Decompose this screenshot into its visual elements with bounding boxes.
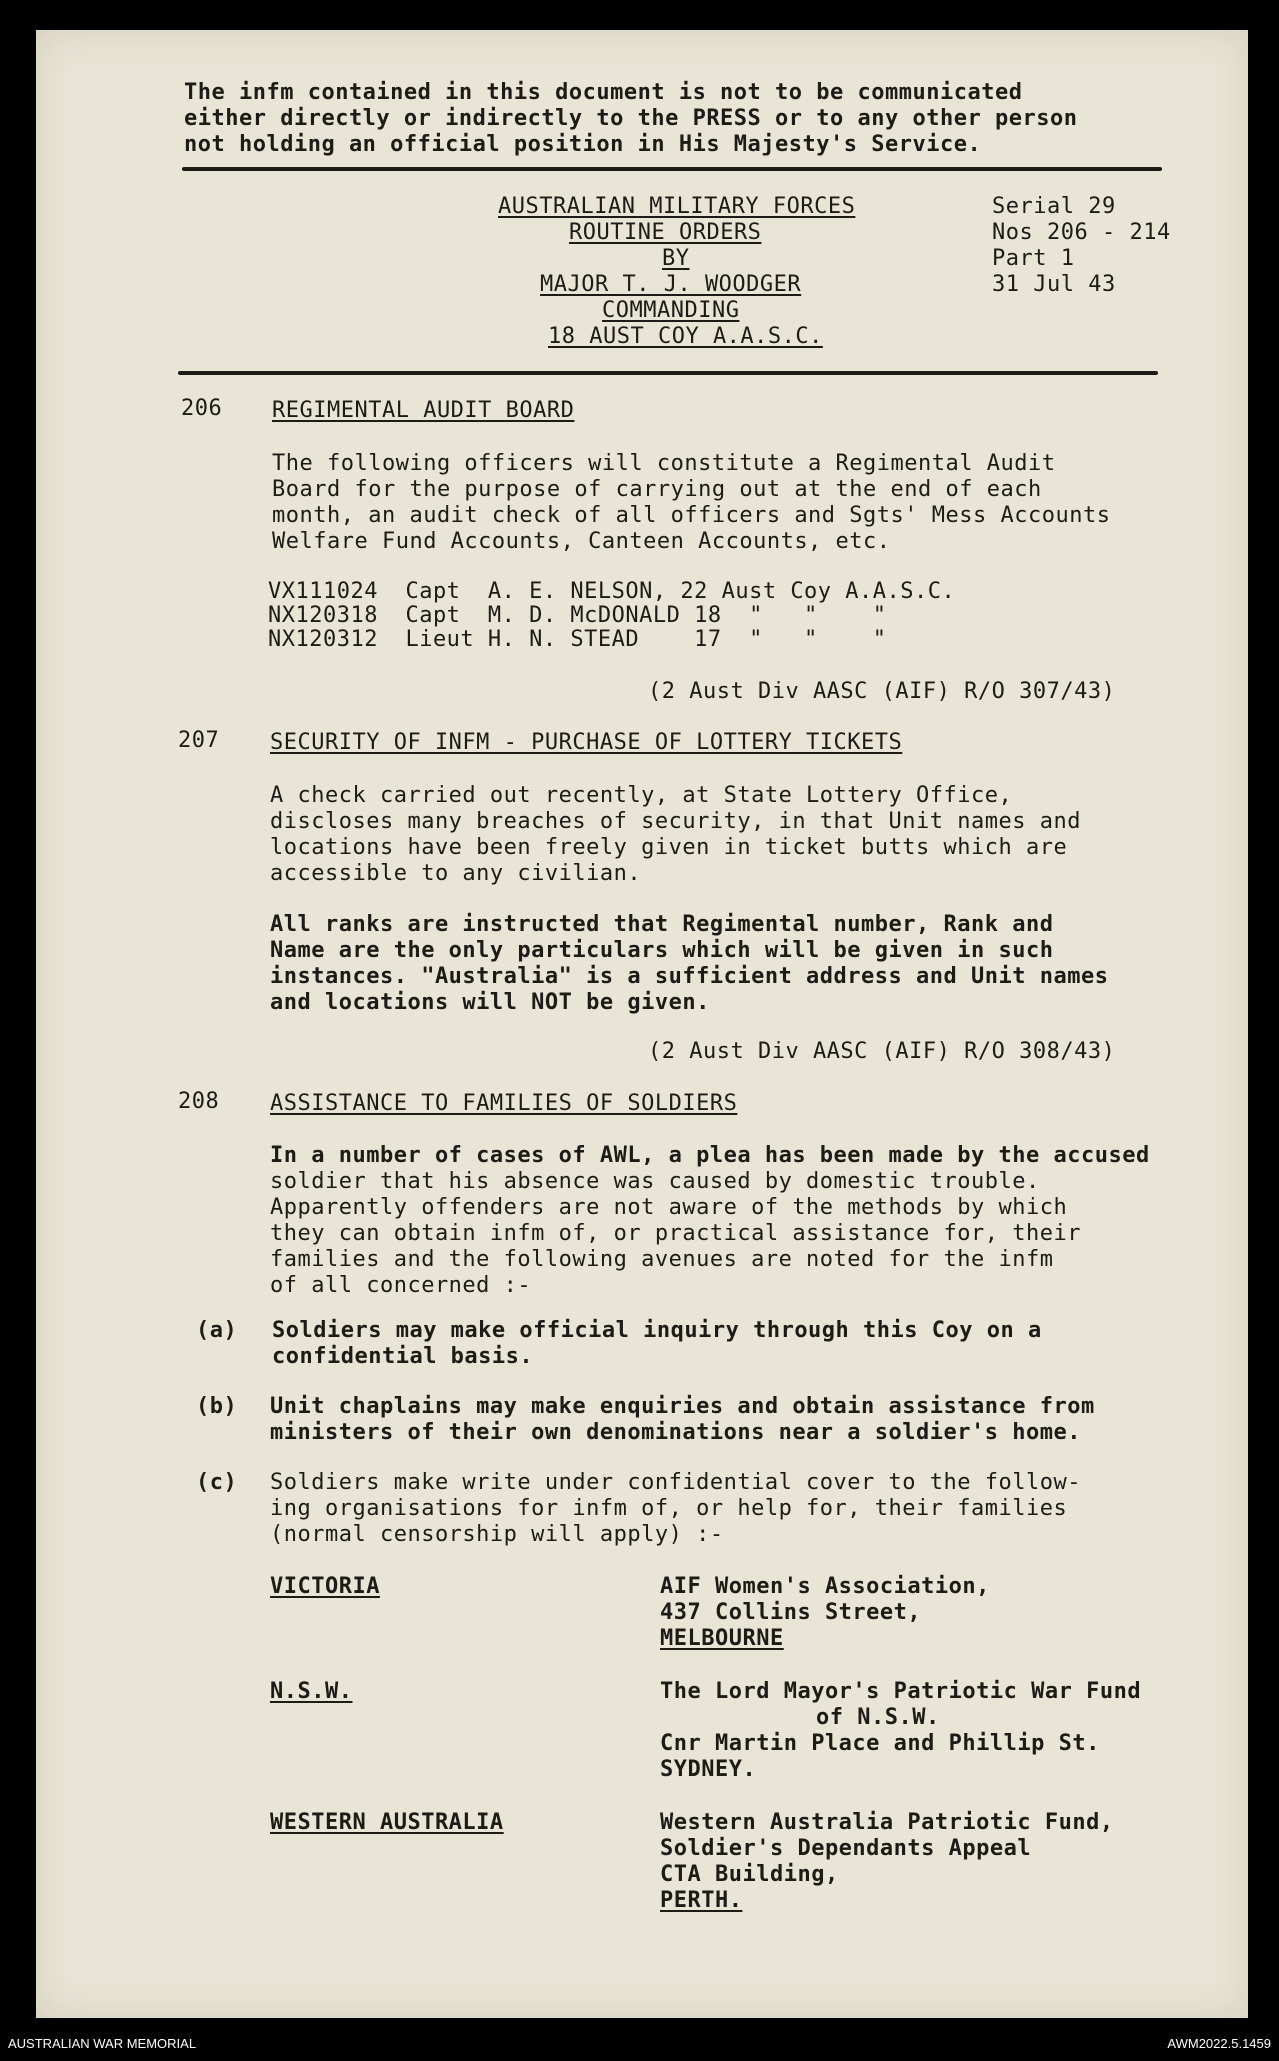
nsw-address-line: The Lord Mayor's Patriotic War Fund bbox=[660, 1679, 1142, 1704]
order-208-para-line: of all concerned :- bbox=[270, 1273, 532, 1298]
order-208-heading: ASSISTANCE TO FAMILIES OF SOLDIERS bbox=[270, 1091, 738, 1116]
item-c-label: (c) bbox=[196, 1470, 238, 1495]
order-208-para-line: Apparently offenders are not aware of the methods by which bbox=[270, 1195, 1068, 1220]
nsw-address-line: SYDNEY. bbox=[660, 1757, 757, 1782]
warning-line-2: either directly or indirectly to the PRESS or to any other person bbox=[184, 106, 1078, 131]
order-207-para-line: discloses many breaches of security, in that Unit names and bbox=[270, 809, 1081, 834]
state-nsw: N.S.W. bbox=[270, 1679, 353, 1704]
order-206-para-line: month, an audit check of all officers and Sgts' Mess Accounts bbox=[272, 503, 1111, 528]
serial-number: Serial 29 bbox=[992, 194, 1116, 219]
item-a-line: Soldiers may make official inquiry through this Coy on a bbox=[272, 1318, 1042, 1343]
order-206-para-line: The following officers will constitute a Regimental Audit bbox=[272, 451, 1056, 476]
nsw-address-line: of N.S.W. bbox=[816, 1705, 940, 1730]
item-b-line: ministers of their own denominations near a soldier's home. bbox=[270, 1420, 1081, 1445]
order-207-number: 207 bbox=[178, 728, 220, 753]
order-208-para-line: In a number of cases of AWL, a plea has been made by the accused bbox=[270, 1143, 1150, 1168]
nsw-address-line: Cnr Martin Place and Phillip St. bbox=[660, 1731, 1100, 1756]
order-208-number: 208 bbox=[178, 1089, 220, 1114]
order-207-heading: SECURITY OF INFM - PURCHASE OF LOTTERY TICKETS bbox=[270, 730, 903, 755]
order-206-para-line: Board for the purpose of carrying out at the end of each bbox=[272, 477, 1042, 502]
order-206-heading: REGIMENTAL AUDIT BOARD bbox=[272, 398, 575, 423]
header-title-6: 18 AUST COY A.A.S.C. bbox=[548, 324, 823, 349]
order-date: 31 Jul 43 bbox=[992, 272, 1116, 297]
order-208-para-line: they can obtain infm of, or practical assistance for, their bbox=[270, 1221, 1081, 1246]
order-207-para-line: locations have been freely given in ticket butts which are bbox=[270, 835, 1068, 860]
part-number: Part 1 bbox=[992, 246, 1075, 271]
item-c-line: Soldiers make write under confidential cover to the follow- bbox=[270, 1470, 1081, 1495]
victoria-address-line: AIF Women's Association, bbox=[660, 1574, 990, 1599]
wa-address-line: PERTH. bbox=[660, 1888, 743, 1913]
order-numbers: Nos 206 - 214 bbox=[992, 220, 1171, 245]
officer-row-nelson: VX111024 Capt A. E. NELSON, 22 Aust Coy A.A.S.C. bbox=[268, 579, 956, 604]
order-206-para-line: Welfare Fund Accounts, Canteen Accounts, etc. bbox=[272, 529, 891, 554]
order-207-para-line: accessible to any civilian. bbox=[270, 861, 642, 886]
order-208-para-line: soldier that his absence was caused by domestic trouble. bbox=[270, 1169, 1040, 1194]
item-c-line: ing organisations for infm of, or help for, their families bbox=[270, 1496, 1068, 1521]
warning-line-1: The infm contained in this document is not to be communicated bbox=[184, 80, 1023, 105]
victoria-address-line: 437 Collins Street, bbox=[660, 1600, 922, 1625]
order-207-para-line: instances. "Australia" is a sufficient address and Unit names bbox=[270, 964, 1109, 989]
order-207-para-line: Name are the only particulars which will be given in such bbox=[270, 938, 1054, 963]
order-207-para-line: All ranks are instructed that Regimental number, Rank and bbox=[270, 912, 1054, 937]
officer-row-mcdonald: NX120318 Capt M. D. McDONALD 18 " " " bbox=[268, 603, 887, 628]
item-c-line: (normal censorship will apply) :- bbox=[270, 1522, 724, 1547]
wa-address-line: Soldier's Dependants Appeal bbox=[660, 1836, 1032, 1861]
state-victoria: VICTORIA bbox=[270, 1574, 380, 1599]
order-207-para-line: and locations will NOT be given. bbox=[270, 990, 710, 1015]
order-207-reference: (2 Aust Div AASC (AIF) R/O 308/43) bbox=[648, 1039, 1116, 1064]
wa-address-line: Western Australia Patriotic Fund, bbox=[660, 1810, 1114, 1835]
header-title-5: COMMANDING bbox=[602, 298, 740, 323]
victoria-address-line: MELBOURNE bbox=[660, 1626, 784, 1651]
item-b-label: (b) bbox=[196, 1394, 238, 1419]
header-title-4: MAJOR T. J. WOODGER bbox=[540, 272, 802, 297]
order-208-para-line: families and the following avenues are noted for the infm bbox=[270, 1247, 1054, 1272]
state-western-australia: WESTERN AUSTRALIA bbox=[270, 1810, 504, 1835]
officer-row-stead: NX120312 Lieut H. N. STEAD 17 " " " bbox=[268, 627, 887, 652]
footer-accession: AWM2022.5.1459 bbox=[1167, 2036, 1271, 2051]
wa-address-line: CTA Building, bbox=[660, 1862, 839, 1887]
order-207-para-line: A check carried out recently, at State Lottery Office, bbox=[270, 783, 1013, 808]
header-title-2: ROUTINE ORDERS bbox=[569, 220, 762, 245]
header-title-1: AUSTRALIAN MILITARY FORCES bbox=[498, 194, 856, 219]
order-206-reference: (2 Aust Div AASC (AIF) R/O 307/43) bbox=[648, 679, 1116, 704]
item-b-line: Unit chaplains may make enquiries and obtain assistance from bbox=[270, 1394, 1095, 1419]
order-206-number: 206 bbox=[181, 396, 223, 421]
footer-source: AUSTRALIAN WAR MEMORIAL bbox=[8, 2036, 197, 2051]
warning-line-3: not holding an official position in His Majesty's Service. bbox=[184, 132, 982, 157]
item-a-line: confidential basis. bbox=[272, 1344, 534, 1369]
header-title-3: BY bbox=[662, 246, 690, 271]
header-rule bbox=[178, 371, 1158, 375]
warning-rule bbox=[182, 167, 1162, 171]
item-a-label: (a) bbox=[196, 1318, 238, 1343]
